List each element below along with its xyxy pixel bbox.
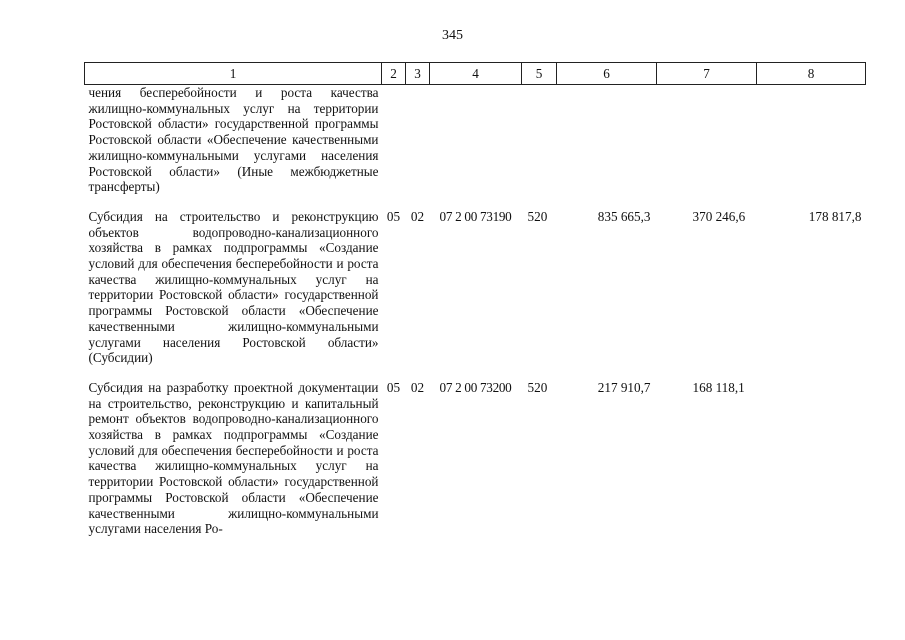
column-header-5: 5 [522,63,557,85]
amount-col7 [657,85,757,195]
section-code [382,85,406,195]
subsection-code [406,85,430,195]
subsection-code: 02 [410,379,425,395]
section-code: 05 [386,379,401,395]
column-header-1: 1 [85,63,382,85]
column-header-8: 8 [757,63,866,85]
column-header-2: 2 [382,63,406,85]
target-article-code: 07 2 00 73200 [439,379,512,395]
amount-col8 [757,85,866,195]
column-number-header-row [85,63,866,85]
table-row [85,85,866,195]
row-description: чения бесперебойности и роста качества жилищно-коммунальных услуг на территории Ростовской области» государственной программы Ростовской области «Обеспечение качественными жилищно-коммунальными услугами населения Ростовской области» (Иные межбюджетные трансферты) [88,85,379,195]
section-code: 05 [386,208,401,224]
amount-col7: 370 246,6 [692,208,746,224]
amount-col8: 178 817,8 [808,208,862,224]
amount-col6 [557,85,657,195]
expense-type-code: 520 [527,379,548,395]
amount-col7: 168 118,1 [692,379,745,395]
column-header-6: 6 [557,63,657,85]
budget-table [84,62,866,537]
expense-type-code: 520 [527,208,548,224]
page-number: 345 [442,28,463,43]
column-header-7: 7 [657,63,757,85]
table-row [85,195,866,366]
column-header-3: 3 [406,63,430,85]
amount-col6: 835 665,3 [597,208,651,224]
row-description: Субсидия на строительство и реконструкцию объектов водопроводно-канализационного хозяйства в рамках подпрограммы «Создание условий для обеспечения бесперебойности и роста качества жилищно-коммунальных услуг на территории Ростовской области» государственной программы Ростовской области «Обеспечение качественными жилищно-коммунальными услугами населения Ростовской области» (Субсидии) [88,208,379,366]
amount-col8 [757,366,866,537]
amount-col6: 217 910,7 [597,379,651,395]
target-article-code [430,85,522,195]
row-description: Субсидия на разработку проектной документации на строительство, реконструкцию и капитальный ремонт объектов водопроводно-канализационного хозяйства в рамках подпрограммы «Создание условий для обеспечения бесперебойности и роста качества жилищно-коммунальных услуг на территории Ростовской области» государственной программы Ростовской области «Обеспечение качественными жилищно-коммунальными услугами населения Ро- [88,379,379,537]
table-row [85,366,866,537]
target-article-code: 07 2 00 73190 [439,208,512,224]
column-header-4: 4 [430,63,522,85]
expense-type-code [522,85,557,195]
subsection-code: 02 [410,208,425,224]
